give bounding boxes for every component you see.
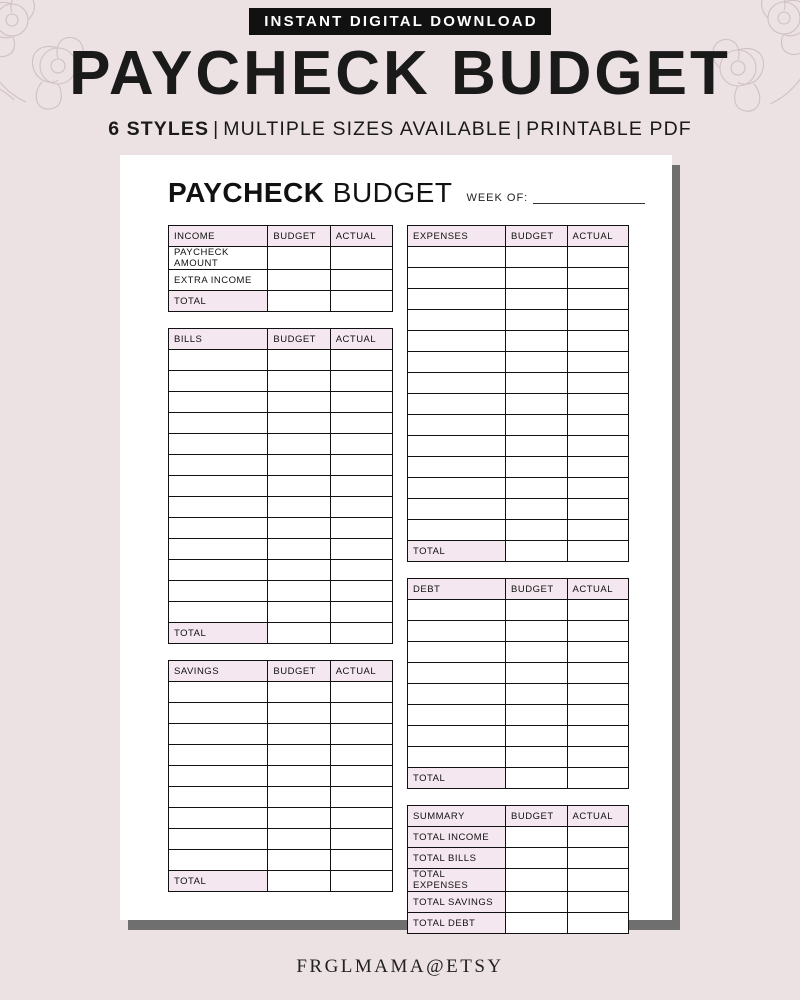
row-actual-cell[interactable] (567, 436, 629, 457)
debt-total-actual-cell[interactable] (567, 768, 629, 789)
row-name-cell[interactable] (408, 684, 506, 705)
summary-actual-header: ACTUAL (567, 806, 629, 827)
table-row (408, 600, 629, 621)
savings-blank-rows (169, 682, 393, 871)
row-actual-cell[interactable] (567, 457, 629, 478)
week-of-field (466, 192, 645, 209)
row-actual-cell[interactable] (330, 455, 392, 476)
row-budget-cell[interactable] (268, 850, 330, 871)
row-name-cell[interactable] (169, 724, 268, 745)
row-actual-cell[interactable] (567, 478, 629, 499)
savings-header: SAVINGS (169, 661, 268, 682)
table-row (408, 684, 629, 705)
row-budget-cell[interactable] (268, 703, 330, 724)
savings-actual-header: ACTUAL (330, 661, 392, 682)
income-actual-cell[interactable] (330, 247, 392, 270)
row-budget-cell[interactable] (506, 268, 567, 289)
table-row (408, 499, 629, 520)
row-actual-cell[interactable] (330, 787, 392, 808)
income-total-actual-cell[interactable] (330, 291, 392, 312)
summary-table (407, 805, 629, 934)
row-actual-cell[interactable] (567, 726, 629, 747)
summary-actual-cell[interactable] (567, 913, 629, 934)
row-actual-cell[interactable] (330, 724, 392, 745)
row-actual-cell[interactable] (567, 663, 629, 684)
row-name-cell[interactable] (169, 371, 268, 392)
table-total-row (169, 291, 393, 312)
sheet-title-bold: PAYCHECK (168, 177, 325, 208)
table-row (408, 436, 629, 457)
summary-budget-cell[interactable] (506, 913, 567, 934)
row-budget-cell[interactable] (506, 310, 567, 331)
table-row (408, 747, 629, 768)
table-row (408, 869, 629, 892)
income-budget-cell[interactable] (268, 247, 330, 270)
table-row (408, 310, 629, 331)
income-actual-header: ACTUAL (330, 226, 392, 247)
row-actual-cell[interactable] (567, 247, 629, 268)
savings-total-label: TOTAL (169, 871, 268, 892)
expenses-total-label: TOTAL (408, 541, 506, 562)
row-name-cell[interactable] (408, 600, 506, 621)
table-row (408, 913, 629, 934)
row-budget-cell[interactable] (506, 747, 567, 768)
row-budget-cell[interactable] (268, 539, 330, 560)
row-budget-cell[interactable] (268, 434, 330, 455)
bills-blank-rows (169, 350, 393, 623)
row-budget-cell[interactable] (506, 663, 567, 684)
row-name-cell[interactable] (408, 373, 506, 394)
row-actual-cell[interactable] (330, 682, 392, 703)
row-name-cell[interactable] (169, 682, 268, 703)
row-actual-cell[interactable] (330, 766, 392, 787)
table-row (408, 827, 629, 848)
shop-name: FRGLMAMA (296, 956, 427, 977)
row-name-cell[interactable] (408, 394, 506, 415)
table-row (408, 352, 629, 373)
instant-download-badge: INSTANT DIGITAL DOWNLOAD (249, 8, 551, 35)
table-row (408, 478, 629, 499)
row-budget-cell[interactable] (268, 829, 330, 850)
row-actual-cell[interactable] (330, 413, 392, 434)
sheet-page (120, 155, 672, 929)
row-budget-cell[interactable] (268, 413, 330, 434)
debt-header: DEBT (408, 579, 506, 600)
row-budget-cell[interactable] (506, 684, 567, 705)
row-budget-cell[interactable] (506, 621, 567, 642)
savings-total-actual-cell[interactable] (330, 871, 392, 892)
row-budget-cell[interactable] (268, 808, 330, 829)
table-row (169, 829, 393, 850)
table-row (169, 602, 393, 623)
table-total-row (408, 768, 629, 789)
table-row (169, 787, 393, 808)
right-column (407, 225, 629, 950)
table-row (169, 270, 393, 291)
row-budget-cell[interactable] (268, 476, 330, 497)
row-name-cell[interactable] (169, 350, 268, 371)
row-budget-cell[interactable] (506, 726, 567, 747)
row-name-cell[interactable] (408, 705, 506, 726)
savings-total-budget-cell[interactable] (268, 871, 330, 892)
row-actual-cell[interactable] (567, 310, 629, 331)
table-row (408, 726, 629, 747)
table-row (169, 682, 393, 703)
at-symbol: @ (426, 956, 447, 977)
week-of-writing-line (533, 202, 645, 204)
row-name-cell[interactable] (408, 436, 506, 457)
row-name-cell[interactable] (169, 829, 268, 850)
table-row (169, 392, 393, 413)
platform-name: ETSY (446, 956, 504, 977)
summary-actual-cell[interactable] (567, 848, 629, 869)
printable-sheet-preview (120, 155, 672, 929)
row-name-cell[interactable] (169, 745, 268, 766)
summary-budget-header: BUDGET (506, 806, 567, 827)
row-budget-cell[interactable] (506, 705, 567, 726)
row-name-cell[interactable] (169, 539, 268, 560)
summary-header: SUMMARY (408, 806, 506, 827)
table-row (408, 373, 629, 394)
row-name-cell[interactable] (408, 663, 506, 684)
sheet-title-light: BUDGET (332, 177, 453, 208)
row-name-cell[interactable] (408, 642, 506, 663)
debt-total-budget-cell[interactable] (506, 768, 567, 789)
row-budget-cell[interactable] (506, 415, 567, 436)
row-actual-cell[interactable] (330, 745, 392, 766)
expenses-total-budget-cell[interactable] (506, 541, 567, 562)
row-budget-cell[interactable] (268, 581, 330, 602)
row-actual-cell[interactable] (330, 581, 392, 602)
row-name-cell[interactable] (169, 581, 268, 602)
row-name-cell[interactable] (169, 602, 268, 623)
subtitle-sizes: MULTIPLE SIZES AVAILABLE (223, 118, 512, 141)
row-budget-cell[interactable] (506, 499, 567, 520)
row-actual-cell[interactable] (567, 352, 629, 373)
row-actual-cell[interactable] (567, 415, 629, 436)
row-name-cell[interactable] (169, 392, 268, 413)
row-actual-cell[interactable] (330, 539, 392, 560)
table-row (408, 394, 629, 415)
summary-budget-cell[interactable] (506, 827, 567, 848)
row-budget-cell[interactable] (268, 371, 330, 392)
summary-budget-cell[interactable] (506, 892, 567, 913)
row-budget-cell[interactable] (506, 289, 567, 310)
row-name-cell[interactable] (408, 289, 506, 310)
table-row (408, 663, 629, 684)
table-row (169, 850, 393, 871)
bills-total-actual-cell[interactable] (330, 623, 392, 644)
expenses-header: EXPENSES (408, 226, 506, 247)
summary-actual-cell[interactable] (567, 827, 629, 848)
row-budget-cell[interactable] (268, 724, 330, 745)
table-row (169, 581, 393, 602)
summary-budget-cell[interactable] (506, 848, 567, 869)
table-row (408, 415, 629, 436)
table-row (408, 705, 629, 726)
table-row (408, 520, 629, 541)
row-name-cell[interactable] (169, 476, 268, 497)
table-header-row (169, 661, 393, 682)
row-name-cell[interactable] (408, 310, 506, 331)
debt-total-label: TOTAL (408, 768, 506, 789)
subtitle-format: PRINTABLE PDF (526, 118, 692, 141)
table-header-row (408, 579, 629, 600)
bills-budget-header: BUDGET (268, 329, 330, 350)
expenses-actual-header: ACTUAL (567, 226, 629, 247)
savings-budget-header: BUDGET (268, 661, 330, 682)
bills-total-budget-cell[interactable] (268, 623, 330, 644)
row-actual-cell[interactable] (330, 518, 392, 539)
page-title: PAYCHECK BUDGET (69, 39, 731, 108)
row-name-cell[interactable] (169, 518, 268, 539)
row-actual-cell[interactable] (330, 602, 392, 623)
debt-blank-rows (408, 600, 629, 768)
summary-row-label: TOTAL SAVINGS (408, 892, 506, 913)
table-row (169, 766, 393, 787)
row-name-cell[interactable] (408, 499, 506, 520)
row-name-cell[interactable] (408, 415, 506, 436)
row-budget-cell[interactable] (506, 247, 567, 268)
row-actual-cell[interactable] (567, 520, 629, 541)
row-actual-cell[interactable] (567, 331, 629, 352)
debt-budget-header: BUDGET (506, 579, 567, 600)
row-name-cell[interactable] (169, 560, 268, 581)
table-row (408, 331, 629, 352)
row-name-cell[interactable] (408, 478, 506, 499)
row-name-cell[interactable] (408, 352, 506, 373)
table-header-row (169, 226, 393, 247)
row-name-cell[interactable] (169, 703, 268, 724)
row-budget-cell[interactable] (506, 478, 567, 499)
row-actual-cell[interactable] (330, 350, 392, 371)
row-budget-cell[interactable] (268, 787, 330, 808)
row-budget-cell[interactable] (268, 602, 330, 623)
subtitle-separator-1: | (213, 118, 220, 141)
summary-actual-cell[interactable] (567, 892, 629, 913)
row-budget-cell[interactable] (268, 682, 330, 703)
row-name-cell[interactable] (408, 621, 506, 642)
debt-actual-header: ACTUAL (567, 579, 629, 600)
table-row (169, 745, 393, 766)
bills-total-label: TOTAL (169, 623, 268, 644)
income-budget-cell[interactable] (268, 270, 330, 291)
table-row (169, 434, 393, 455)
income-header: INCOME (169, 226, 268, 247)
row-actual-cell[interactable] (330, 808, 392, 829)
table-header-row (408, 806, 629, 827)
table-row (169, 808, 393, 829)
table-row (408, 642, 629, 663)
table-row (169, 724, 393, 745)
row-name-cell[interactable] (169, 808, 268, 829)
table-row (169, 497, 393, 518)
row-actual-cell[interactable] (567, 600, 629, 621)
shop-footer (0, 956, 800, 978)
row-name-cell[interactable] (169, 455, 268, 476)
income-row-label: EXTRA INCOME (169, 270, 268, 291)
row-budget-cell[interactable] (268, 518, 330, 539)
row-name-cell[interactable] (408, 520, 506, 541)
summary-row-label: TOTAL BILLS (408, 848, 506, 869)
row-budget-cell[interactable] (506, 520, 567, 541)
page-subtitle (0, 118, 800, 141)
table-row (408, 289, 629, 310)
row-actual-cell[interactable] (567, 642, 629, 663)
week-of-label: WEEK OF: (466, 192, 529, 204)
table-row (169, 371, 393, 392)
table-row (408, 621, 629, 642)
income-total-label: TOTAL (169, 291, 268, 312)
debt-table (407, 578, 629, 789)
savings-table (168, 660, 393, 892)
income-table (168, 225, 393, 312)
row-actual-cell[interactable] (567, 705, 629, 726)
table-row (169, 476, 393, 497)
income-budget-header: BUDGET (268, 226, 330, 247)
sheet-columns (168, 225, 644, 950)
expenses-budget-header: BUDGET (506, 226, 567, 247)
left-column (168, 225, 393, 908)
page-header (0, 0, 800, 141)
row-budget-cell[interactable] (506, 436, 567, 457)
row-budget-cell[interactable] (506, 331, 567, 352)
row-actual-cell[interactable] (330, 560, 392, 581)
row-actual-cell[interactable] (330, 371, 392, 392)
expenses-table (407, 225, 629, 562)
row-name-cell[interactable] (169, 766, 268, 787)
row-budget-cell[interactable] (506, 373, 567, 394)
summary-actual-cell[interactable] (567, 869, 629, 892)
summary-row-label: TOTAL INCOME (408, 827, 506, 848)
table-row (408, 892, 629, 913)
table-total-row (169, 623, 393, 644)
row-actual-cell[interactable] (567, 268, 629, 289)
row-budget-cell[interactable] (506, 457, 567, 478)
row-name-cell[interactable] (408, 331, 506, 352)
row-budget-cell[interactable] (268, 455, 330, 476)
subtitle-separator-2: | (515, 118, 523, 141)
row-budget-cell[interactable] (506, 394, 567, 415)
sheet-title (168, 177, 452, 209)
row-actual-cell[interactable] (330, 476, 392, 497)
row-name-cell[interactable] (408, 747, 506, 768)
summary-budget-cell[interactable] (506, 869, 567, 892)
table-total-row (408, 541, 629, 562)
table-row (408, 247, 629, 268)
table-row (169, 539, 393, 560)
subtitle-styles: 6 STYLES (108, 118, 210, 141)
row-actual-cell[interactable] (330, 497, 392, 518)
table-row (169, 703, 393, 724)
summary-row-label: TOTAL DEBT (408, 913, 506, 934)
row-budget-cell[interactable] (268, 745, 330, 766)
row-actual-cell[interactable] (567, 289, 629, 310)
row-budget-cell[interactable] (506, 642, 567, 663)
table-total-row (169, 871, 393, 892)
income-total-budget-cell[interactable] (268, 291, 330, 312)
row-actual-cell[interactable] (567, 373, 629, 394)
row-actual-cell[interactable] (330, 392, 392, 413)
row-budget-cell[interactable] (268, 350, 330, 371)
row-actual-cell[interactable] (330, 434, 392, 455)
bills-header: BILLS (169, 329, 268, 350)
row-actual-cell[interactable] (567, 621, 629, 642)
table-row (169, 350, 393, 371)
row-actual-cell[interactable] (567, 747, 629, 768)
row-budget-cell[interactable] (506, 352, 567, 373)
table-row (408, 457, 629, 478)
row-name-cell[interactable] (408, 247, 506, 268)
table-row (408, 848, 629, 869)
row-budget-cell[interactable] (268, 766, 330, 787)
row-name-cell[interactable] (169, 434, 268, 455)
row-budget-cell[interactable] (268, 560, 330, 581)
expenses-blank-rows (408, 247, 629, 541)
row-name-cell[interactable] (169, 413, 268, 434)
bills-actual-header: ACTUAL (330, 329, 392, 350)
income-actual-cell[interactable] (330, 270, 392, 291)
row-name-cell[interactable] (169, 787, 268, 808)
row-name-cell[interactable] (169, 850, 268, 871)
row-budget-cell[interactable] (506, 600, 567, 621)
table-row (408, 268, 629, 289)
summary-row-label: TOTAL EXPENSES (408, 869, 506, 892)
row-actual-cell[interactable] (567, 394, 629, 415)
table-header-row (169, 329, 393, 350)
table-row (169, 455, 393, 476)
expenses-total-actual-cell[interactable] (567, 541, 629, 562)
row-actual-cell[interactable] (330, 850, 392, 871)
row-name-cell[interactable] (408, 457, 506, 478)
table-row (169, 518, 393, 539)
row-actual-cell[interactable] (567, 499, 629, 520)
row-actual-cell[interactable] (330, 703, 392, 724)
table-row (169, 560, 393, 581)
row-actual-cell[interactable] (330, 829, 392, 850)
table-row (169, 413, 393, 434)
row-name-cell[interactable] (408, 726, 506, 747)
row-budget-cell[interactable] (268, 497, 330, 518)
row-name-cell[interactable] (169, 497, 268, 518)
income-row-label: PAYCHECK AMOUNT (169, 247, 268, 270)
row-budget-cell[interactable] (268, 392, 330, 413)
sheet-header (168, 177, 644, 209)
table-row (169, 247, 393, 270)
row-actual-cell[interactable] (567, 684, 629, 705)
table-header-row (408, 226, 629, 247)
bills-table (168, 328, 393, 644)
row-name-cell[interactable] (408, 268, 506, 289)
